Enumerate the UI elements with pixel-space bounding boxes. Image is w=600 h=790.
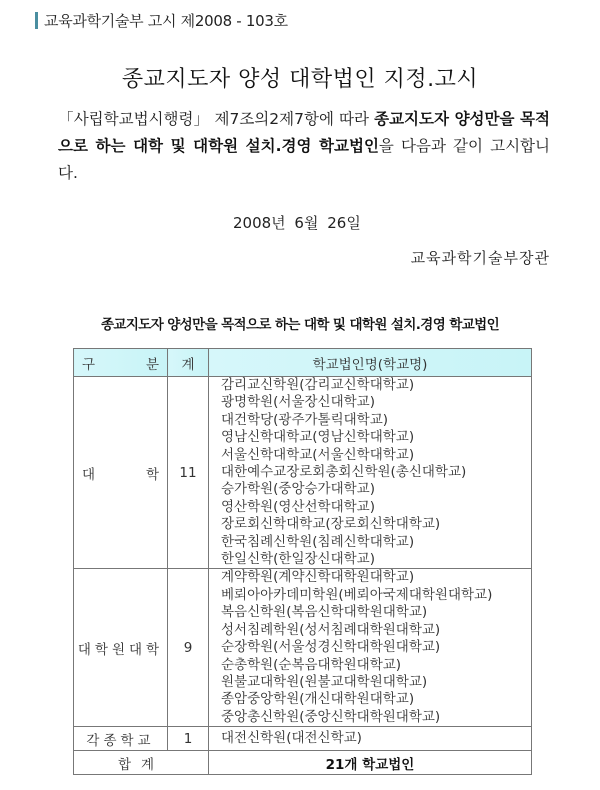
notice-body [58, 106, 550, 187]
table-row [74, 727, 532, 751]
category-label-b: 학 [145, 466, 159, 483]
accent-bar [35, 12, 38, 29]
list-item: 성서침례학원(성서침례대학원대학교) [221, 621, 441, 638]
category-cell: 각종학교 [74, 727, 168, 751]
total-value: 21개 학교법인 [209, 751, 532, 775]
names-cell [209, 727, 532, 751]
list-item: 서울신학대학교(서울신학대학교) [221, 446, 415, 463]
school-corporation-table [73, 348, 532, 775]
list-item: 영남신학대학교(영남신학대학교) [221, 429, 415, 446]
count-cell: 1 [168, 727, 209, 751]
list-item: 종암중앙학원(개신대학원대학교) [221, 691, 415, 708]
category-label-a: 대 [82, 466, 96, 483]
header-category-a: 구 [82, 356, 96, 373]
notice-id-text: 교육과학기술부 고시 제2008 - 103호 [44, 12, 288, 30]
list-item: 한일신학(한일장신대학교) [221, 551, 375, 568]
notice-date: 2008년 6월 26일 [233, 214, 361, 232]
list-item: 순장학원(서울성경신학대학원대학교) [221, 639, 441, 656]
signer: 교육과학기술부장관 [410, 249, 550, 267]
list-item: 영산학원(영산선학대학교) [221, 498, 375, 515]
list-item: 복음신학원(복음신학대학원대학교) [221, 604, 428, 621]
list-item: 계약학원(계약신학대학원대학교) [221, 569, 415, 586]
table-row [74, 377, 532, 569]
names-cell [209, 569, 532, 727]
list-item: 원불교대학원(원불교대학원대학교) [221, 673, 428, 690]
list-item: 광명학원(서울장신대학교) [221, 394, 375, 411]
count-cell: 11 [168, 377, 209, 569]
header-count: 계 [168, 349, 209, 377]
notice-number [35, 10, 288, 31]
total-row [74, 751, 532, 775]
header-names: 학교법인명(학교명) [209, 349, 532, 377]
list-item: 한국침례신학원(침례신학대학교) [221, 533, 415, 550]
list-item: 장로회신학대학교(장로회신학대학교) [221, 516, 441, 533]
table-header-row [74, 349, 532, 377]
list-item: 순총학원(순복음대학원대학교) [221, 656, 402, 673]
list-item: 중앙총신학원(중앙신학대학원대학교) [221, 708, 441, 725]
category-cell [74, 377, 168, 569]
list-item: 승가학원(중앙승가대학교) [221, 481, 375, 498]
count-cell: 9 [168, 569, 209, 727]
category-cell: 대학원대학 [74, 569, 168, 727]
table-row [74, 569, 532, 727]
names-cell [209, 377, 532, 569]
list-item: 베뢰아아카데미학원(베뢰아국제대학원대학교) [221, 586, 493, 603]
table-title: 종교지도자 양성만을 목적으로 하는 대학 및 대학원 설치.경영 학교법인 [100, 317, 500, 333]
total-label: 합계 [74, 751, 209, 775]
body-text-part1: 「사립학교법시행령」 제7조의2제7항에 따라 [58, 110, 375, 128]
list-item: 대한예수교장로회총회신학원(총신대학교) [221, 464, 467, 481]
header-category-b: 분 [145, 356, 159, 373]
page-title: 종교지도자 양성 대학법인 지정.고시 [121, 67, 479, 92]
list-item: 대전신학원(대전신학교) [221, 729, 362, 746]
body-text-part2: 을 다음과 같이 고시합니다. [58, 137, 551, 182]
list-item: 대건학당(광주가톨릭대학교) [221, 411, 389, 428]
header-category [74, 349, 168, 377]
list-item: 감리교신학원(감리교신학대학교) [221, 377, 415, 393]
body-text-bold: 종교지도자 양성만을 목적으로 하는 대학 및 대학원 설치.경영 학교법인 [58, 110, 550, 155]
